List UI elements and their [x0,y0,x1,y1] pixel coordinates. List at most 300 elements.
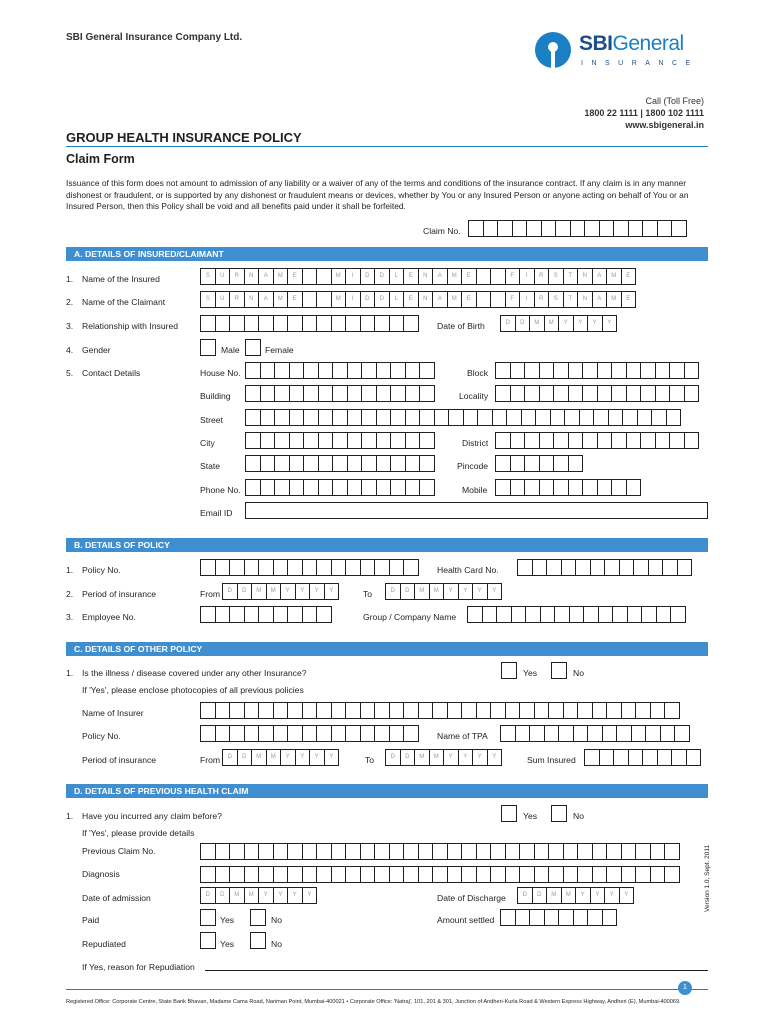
char-box[interactable] [302,843,318,860]
period-from-field[interactable] [222,583,338,600]
char-box[interactable] [553,432,569,449]
char-box[interactable]: Y [487,583,503,600]
char-box[interactable] [496,606,512,623]
char-box[interactable] [553,479,569,496]
char-box[interactable]: D [500,315,516,332]
char-box[interactable] [597,385,613,402]
char-box[interactable] [405,385,421,402]
char-box[interactable] [273,315,289,332]
char-box[interactable] [403,866,419,883]
char-box[interactable] [345,559,361,576]
char-box[interactable] [432,866,448,883]
char-box[interactable] [403,559,419,576]
char-box[interactable] [582,362,598,379]
char-box[interactable] [592,702,608,719]
char-box[interactable]: N [577,291,593,308]
char-box[interactable] [302,559,318,576]
email-field[interactable] [245,502,708,519]
char-box[interactable] [303,385,319,402]
char-box[interactable] [539,479,555,496]
char-box[interactable]: A [592,268,608,285]
admission-date-field[interactable] [200,887,316,904]
char-box[interactable] [519,843,535,860]
char-box[interactable] [669,385,685,402]
char-box[interactable] [274,362,290,379]
char-box[interactable] [345,702,361,719]
tpa-field[interactable] [500,725,689,742]
char-box[interactable] [260,479,276,496]
char-box[interactable]: M [251,583,267,600]
locality-field[interactable] [495,385,698,402]
char-box[interactable] [568,455,584,472]
char-box[interactable] [287,315,303,332]
char-box[interactable] [447,843,463,860]
char-box[interactable] [664,866,680,883]
char-box[interactable] [302,268,318,285]
char-box[interactable] [258,315,274,332]
char-box[interactable] [273,606,289,623]
char-box[interactable]: M [229,887,245,904]
char-box[interactable] [274,385,290,402]
char-box[interactable] [511,606,527,623]
char-box[interactable] [200,866,216,883]
char-box[interactable] [215,702,231,719]
char-box[interactable] [289,362,305,379]
char-box[interactable] [229,843,245,860]
char-box[interactable]: Y [558,315,574,332]
char-box[interactable]: D [200,887,216,904]
char-box[interactable] [587,725,603,742]
char-box[interactable] [546,559,562,576]
char-box[interactable] [597,479,613,496]
char-box[interactable] [561,559,577,576]
char-box[interactable]: D [385,583,401,600]
phone-field[interactable] [245,479,434,496]
char-box[interactable]: L [389,291,405,308]
char-box[interactable] [664,843,680,860]
char-box[interactable] [648,559,664,576]
char-box[interactable] [611,362,627,379]
char-box[interactable] [287,843,303,860]
char-box[interactable] [539,432,555,449]
char-box[interactable] [490,291,506,308]
char-box[interactable]: M [266,583,282,600]
char-box[interactable] [419,455,435,472]
char-box[interactable] [640,385,656,402]
char-box[interactable] [258,866,274,883]
char-box[interactable] [684,362,700,379]
char-box[interactable] [332,409,348,426]
char-box[interactable] [635,843,651,860]
char-box[interactable] [345,315,361,332]
char-box[interactable]: M [273,268,289,285]
char-box[interactable] [553,385,569,402]
char-box[interactable] [597,362,613,379]
char-box[interactable] [657,749,673,766]
char-box[interactable] [587,909,603,926]
char-box[interactable] [550,409,566,426]
char-box[interactable] [331,315,347,332]
char-box[interactable] [389,843,405,860]
char-box[interactable]: A [432,268,448,285]
char-box[interactable] [419,432,435,449]
claim-no-field[interactable] [468,220,686,237]
paid-yes-checkbox[interactable] [200,909,216,926]
char-box[interactable]: M [331,291,347,308]
char-box[interactable] [360,866,376,883]
char-box[interactable]: M [429,583,445,600]
char-box[interactable] [558,725,574,742]
char-box[interactable] [260,362,276,379]
char-box[interactable] [650,843,666,860]
char-box[interactable] [524,362,540,379]
char-box[interactable] [655,362,671,379]
mobile-field[interactable] [495,479,640,496]
char-box[interactable] [331,725,347,742]
char-box[interactable] [568,385,584,402]
char-box[interactable] [612,606,628,623]
name-claimant-field[interactable] [200,291,635,308]
char-box[interactable] [200,843,216,860]
char-box[interactable] [316,866,332,883]
paid-no-checkbox[interactable] [250,909,266,926]
char-box[interactable]: A [592,291,608,308]
char-box[interactable]: S [200,291,216,308]
char-box[interactable]: N [244,291,260,308]
char-box[interactable] [215,843,231,860]
repudiation-reason-line[interactable] [205,970,708,971]
char-box[interactable] [405,432,421,449]
char-box[interactable] [260,385,276,402]
char-box[interactable] [374,866,390,883]
char-box[interactable]: N [577,268,593,285]
char-box[interactable] [374,725,390,742]
char-box[interactable] [244,843,260,860]
char-box[interactable] [573,725,589,742]
char-box[interactable] [476,843,492,860]
other-insurance-yes-checkbox[interactable] [501,662,517,679]
char-box[interactable] [332,385,348,402]
char-box[interactable]: T [563,268,579,285]
char-box[interactable] [570,220,586,237]
char-box[interactable]: Y [619,887,635,904]
char-box[interactable] [302,725,318,742]
char-box[interactable] [626,362,642,379]
char-box[interactable] [482,606,498,623]
char-box[interactable] [461,866,477,883]
char-box[interactable] [579,409,595,426]
char-box[interactable]: D [515,315,531,332]
discharge-date-field[interactable] [517,887,633,904]
char-box[interactable] [289,385,305,402]
char-box[interactable]: S [548,291,564,308]
char-box[interactable]: Y [575,887,591,904]
char-box[interactable] [318,432,334,449]
char-box[interactable] [569,606,585,623]
char-box[interactable] [405,409,421,426]
char-box[interactable] [505,702,521,719]
insurer-field[interactable] [200,702,679,719]
char-box[interactable]: E [461,268,477,285]
char-box[interactable]: U [215,268,231,285]
char-box[interactable] [244,315,260,332]
char-box[interactable] [215,606,231,623]
char-box[interactable] [461,843,477,860]
char-box[interactable]: M [414,583,430,600]
char-box[interactable] [674,725,690,742]
char-box[interactable] [584,220,600,237]
char-box[interactable] [495,479,511,496]
char-box[interactable] [599,220,615,237]
char-box[interactable] [598,606,614,623]
char-box[interactable] [684,432,700,449]
char-box[interactable] [613,220,629,237]
char-box[interactable] [403,702,419,719]
char-box[interactable]: A [432,291,448,308]
char-box[interactable] [447,866,463,883]
char-box[interactable] [374,702,390,719]
char-box[interactable] [592,843,608,860]
char-box[interactable]: Y [258,887,274,904]
health-card-field[interactable] [517,559,691,576]
char-box[interactable] [345,866,361,883]
char-box[interactable]: R [229,291,245,308]
char-box[interactable] [505,866,521,883]
char-box[interactable] [521,409,537,426]
char-box[interactable] [611,432,627,449]
char-box[interactable] [360,315,376,332]
char-box[interactable] [526,220,542,237]
char-box[interactable] [510,432,526,449]
char-box[interactable] [534,702,550,719]
char-box[interactable] [245,362,261,379]
repudiated-no-checkbox[interactable] [250,932,266,949]
char-box[interactable] [657,220,673,237]
char-box[interactable]: A [258,291,274,308]
char-box[interactable] [200,315,216,332]
char-box[interactable] [244,702,260,719]
char-box[interactable] [497,220,513,237]
char-box[interactable] [318,479,334,496]
char-box[interactable] [347,362,363,379]
char-box[interactable] [651,409,667,426]
char-box[interactable] [684,385,700,402]
char-box[interactable] [258,725,274,742]
char-box[interactable] [331,559,347,576]
char-box[interactable] [613,749,629,766]
char-box[interactable] [608,409,624,426]
char-box[interactable] [289,479,305,496]
char-box[interactable]: Y [458,749,474,766]
char-box[interactable] [637,409,653,426]
char-box[interactable] [331,866,347,883]
char-box[interactable] [548,866,564,883]
char-box[interactable] [289,455,305,472]
char-box[interactable] [332,479,348,496]
char-box[interactable]: M [266,749,282,766]
char-box[interactable] [360,725,376,742]
char-box[interactable] [483,220,499,237]
other-policy-no-field[interactable] [200,725,418,742]
char-box[interactable]: I [345,291,361,308]
char-box[interactable]: M [414,749,430,766]
char-box[interactable] [506,409,522,426]
char-box[interactable] [476,702,492,719]
char-box[interactable] [627,606,643,623]
char-box[interactable] [544,725,560,742]
char-box[interactable] [390,479,406,496]
char-box[interactable] [656,606,672,623]
char-box[interactable] [448,409,464,426]
char-box[interactable]: D [237,749,253,766]
char-box[interactable] [303,479,319,496]
char-box[interactable] [645,725,661,742]
char-box[interactable]: R [534,291,550,308]
char-box[interactable] [563,843,579,860]
char-box[interactable] [245,385,261,402]
char-box[interactable] [568,432,584,449]
char-box[interactable] [671,749,687,766]
char-box[interactable] [389,725,405,742]
prev-claim-no-checkbox[interactable] [551,805,567,822]
char-box[interactable] [405,455,421,472]
char-box[interactable] [287,866,303,883]
char-box[interactable] [258,559,274,576]
char-box[interactable]: M [331,268,347,285]
diagnosis-field[interactable] [200,866,679,883]
char-box[interactable] [512,220,528,237]
char-box[interactable]: Y [280,749,296,766]
char-box[interactable] [419,479,435,496]
char-box[interactable] [229,702,245,719]
char-box[interactable] [554,606,570,623]
char-box[interactable] [592,866,608,883]
char-box[interactable] [331,702,347,719]
period-to-field[interactable] [385,583,501,600]
char-box[interactable] [200,606,216,623]
char-box[interactable] [467,606,483,623]
char-box[interactable]: T [563,291,579,308]
char-box[interactable] [229,606,245,623]
char-box[interactable] [273,702,289,719]
char-box[interactable] [510,479,526,496]
char-box[interactable] [229,315,245,332]
char-box[interactable]: Y [324,583,340,600]
char-box[interactable] [434,409,450,426]
char-box[interactable]: Y [295,583,311,600]
char-box[interactable] [541,220,557,237]
char-box[interactable] [260,432,276,449]
char-box[interactable] [318,385,334,402]
char-box[interactable] [303,409,319,426]
char-box[interactable] [361,385,377,402]
char-box[interactable] [626,385,642,402]
char-box[interactable]: M [546,887,562,904]
char-box[interactable] [390,385,406,402]
char-box[interactable]: Y [472,583,488,600]
char-box[interactable]: E [621,291,637,308]
char-box[interactable] [641,606,657,623]
char-box[interactable] [229,725,245,742]
char-box[interactable]: D [237,583,253,600]
char-box[interactable]: M [529,315,545,332]
char-box[interactable] [529,725,545,742]
char-box[interactable] [568,362,584,379]
char-box[interactable] [490,843,506,860]
char-box[interactable] [390,409,406,426]
char-box[interactable] [347,409,363,426]
char-box[interactable]: Y [295,749,311,766]
char-box[interactable]: Y [443,583,459,600]
char-box[interactable] [244,866,260,883]
char-box[interactable]: A [258,268,274,285]
building-field[interactable] [245,385,434,402]
char-box[interactable] [389,702,405,719]
char-box[interactable] [447,702,463,719]
char-box[interactable] [361,362,377,379]
char-box[interactable] [490,702,506,719]
char-box[interactable] [563,702,579,719]
char-box[interactable] [476,268,492,285]
char-box[interactable] [611,479,627,496]
char-box[interactable] [316,315,332,332]
char-box[interactable] [360,559,376,576]
char-box[interactable] [419,385,435,402]
char-box[interactable] [273,866,289,883]
char-box[interactable]: M [273,291,289,308]
char-box[interactable] [563,866,579,883]
char-box[interactable]: Y [604,887,620,904]
char-box[interactable] [492,409,508,426]
char-box[interactable] [662,559,678,576]
char-box[interactable]: D [222,749,238,766]
char-box[interactable] [505,843,521,860]
char-box[interactable] [500,725,516,742]
char-box[interactable]: R [229,268,245,285]
char-box[interactable] [495,385,511,402]
char-box[interactable]: Y [309,583,325,600]
char-box[interactable]: D [360,291,376,308]
char-box[interactable] [602,725,618,742]
char-box[interactable] [517,559,533,576]
char-box[interactable]: N [244,268,260,285]
char-box[interactable] [258,606,274,623]
char-box[interactable] [468,220,484,237]
char-box[interactable]: D [532,887,548,904]
char-box[interactable] [229,866,245,883]
char-box[interactable] [476,866,492,883]
char-box[interactable] [418,702,434,719]
char-box[interactable] [419,362,435,379]
char-box[interactable]: I [345,268,361,285]
char-box[interactable]: Y [472,749,488,766]
char-box[interactable] [390,455,406,472]
char-box[interactable] [332,432,348,449]
char-box[interactable]: Y [602,315,618,332]
char-box[interactable]: I [519,291,535,308]
char-box[interactable]: D [385,749,401,766]
pincode-field[interactable] [495,455,582,472]
char-box[interactable] [553,455,569,472]
char-box[interactable] [553,362,569,379]
char-box[interactable]: E [403,268,419,285]
char-box[interactable] [360,843,376,860]
char-box[interactable] [318,409,334,426]
char-box[interactable]: D [360,268,376,285]
char-box[interactable] [302,291,318,308]
city-field[interactable] [245,432,434,449]
char-box[interactable] [244,559,260,576]
